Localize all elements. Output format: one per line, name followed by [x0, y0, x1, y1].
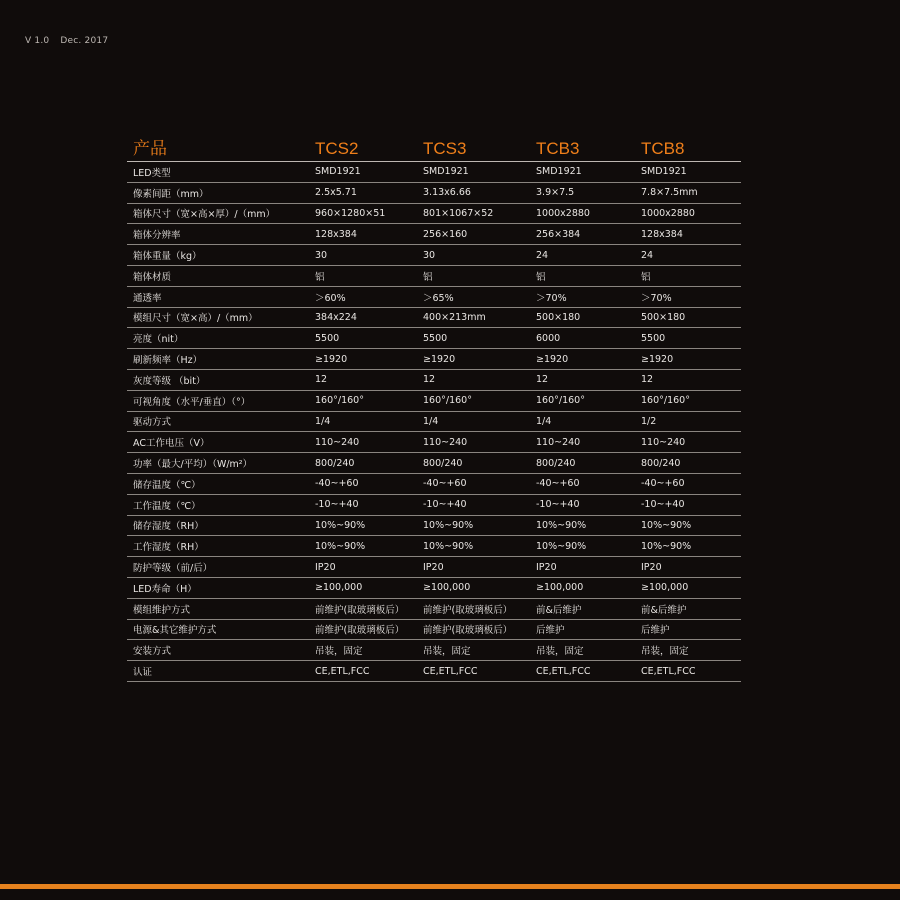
version-label: [25, 36, 108, 46]
spec-value-cell: 吊装，固定: [635, 640, 741, 661]
spec-value-cell: ＞65%: [417, 286, 530, 307]
spec-label-cell: 箱体尺寸（宽×高×厚）/（mm）: [127, 203, 309, 224]
spec-label-cell: 通透率: [127, 286, 309, 307]
spec-value-cell: CE,ETL,FCC: [309, 661, 417, 682]
spec-value-cell: SMD1921: [635, 162, 741, 183]
spec-value-cell: 24: [530, 245, 635, 266]
spec-table: [127, 134, 741, 682]
spec-value-cell: 铝: [530, 265, 635, 286]
table-row: [127, 369, 741, 390]
column-header-model: TCB3: [530, 134, 635, 162]
spec-value-cell: 110~240: [417, 432, 530, 453]
spec-value-cell: 后维护: [530, 619, 635, 640]
spec-value-cell: 30: [309, 245, 417, 266]
column-header-model: TCB8: [635, 134, 741, 162]
spec-value-cell: 800/240: [635, 453, 741, 474]
spec-value-cell: -40~+60: [309, 473, 417, 494]
spec-value-cell: 3.13x6.66: [417, 182, 530, 203]
spec-value-cell: 1/4: [530, 411, 635, 432]
spec-value-cell: 7.8×7.5mm: [635, 182, 741, 203]
spec-value-cell: 12: [309, 369, 417, 390]
spec-value-cell: 256×384: [530, 224, 635, 245]
version-number: V 1.0: [25, 36, 50, 46]
column-header-model: TCS3: [417, 134, 530, 162]
spec-label-cell: 驱动方式: [127, 411, 309, 432]
spec-value-cell: 前&后维护: [635, 598, 741, 619]
table-row: [127, 432, 741, 453]
table-row: [127, 515, 741, 536]
spec-value-cell: 前维护(取玻璃板后）: [309, 619, 417, 640]
column-header-product: 产品: [127, 134, 309, 162]
table-header-row: [127, 134, 741, 162]
table-row: [127, 453, 741, 474]
spec-value-cell: 128x384: [309, 224, 417, 245]
table-row: [127, 162, 741, 183]
spec-label-cell: 灰度等级 （bit）: [127, 369, 309, 390]
table-row: [127, 661, 741, 682]
spec-value-cell: ＞70%: [530, 286, 635, 307]
spec-label-cell: AC工作电压（V）: [127, 432, 309, 453]
spec-label-cell: 储存温度（℃）: [127, 473, 309, 494]
table-row: [127, 411, 741, 432]
spec-value-cell: IP20: [417, 557, 530, 578]
spec-value-cell: -10~+40: [417, 494, 530, 515]
spec-value-cell: 10%~90%: [417, 536, 530, 557]
spec-value-cell: 1/2: [635, 411, 741, 432]
spec-value-cell: 10%~90%: [530, 515, 635, 536]
spec-value-cell: 160°/160°: [635, 390, 741, 411]
spec-value-cell: 30: [417, 245, 530, 266]
spec-value-cell: SMD1921: [309, 162, 417, 183]
table-row: [127, 577, 741, 598]
table-row: [127, 224, 741, 245]
spec-value-cell: IP20: [309, 557, 417, 578]
spec-label-cell: 像素间距（mm）: [127, 182, 309, 203]
bottom-accent-bar: [0, 884, 900, 889]
spec-label-cell: LED寿命（H）: [127, 577, 309, 598]
spec-value-cell: ≥1920: [309, 349, 417, 370]
spec-value-cell: 160°/160°: [417, 390, 530, 411]
spec-value-cell: ≥1920: [530, 349, 635, 370]
spec-value-cell: CE,ETL,FCC: [635, 661, 741, 682]
table-row: [127, 557, 741, 578]
spec-label-cell: 可视角度（水平/垂直）（°）: [127, 390, 309, 411]
spec-value-cell: -10~+40: [635, 494, 741, 515]
table-row: [127, 328, 741, 349]
spec-value-cell: ≥1920: [635, 349, 741, 370]
table-row: [127, 245, 741, 266]
spec-value-cell: CE,ETL,FCC: [417, 661, 530, 682]
spec-value-cell: 前维护(取玻璃板后）: [417, 619, 530, 640]
spec-value-cell: 801×1067×52: [417, 203, 530, 224]
version-date: Dec. 2017: [60, 36, 109, 46]
table-row: [127, 598, 741, 619]
spec-value-cell: -40~+60: [530, 473, 635, 494]
spec-value-cell: 铝: [417, 265, 530, 286]
spec-label-cell: LED类型: [127, 162, 309, 183]
spec-value-cell: 160°/160°: [530, 390, 635, 411]
spec-label-cell: 箱体材质: [127, 265, 309, 286]
spec-label-cell: 亮度（nit）: [127, 328, 309, 349]
table-row: [127, 265, 741, 286]
spec-label-cell: 安装方式: [127, 640, 309, 661]
spec-value-cell: 110~240: [309, 432, 417, 453]
spec-value-cell: 960×1280×51: [309, 203, 417, 224]
spec-value-cell: -40~+60: [635, 473, 741, 494]
spec-value-cell: 24: [635, 245, 741, 266]
spec-value-cell: 800/240: [309, 453, 417, 474]
spec-value-cell: 160°/160°: [309, 390, 417, 411]
spec-value-cell: 铝: [635, 265, 741, 286]
spec-value-cell: -10~+40: [309, 494, 417, 515]
spec-value-cell: SMD1921: [417, 162, 530, 183]
spec-value-cell: ≥1920: [417, 349, 530, 370]
spec-label-cell: 箱体分辨率: [127, 224, 309, 245]
table-row: [127, 619, 741, 640]
spec-value-cell: 1000x2880: [635, 203, 741, 224]
spec-value-cell: ＞70%: [635, 286, 741, 307]
spec-value-cell: 5500: [309, 328, 417, 349]
spec-label-cell: 箱体重量（kg）: [127, 245, 309, 266]
spec-value-cell: 铝: [309, 265, 417, 286]
table-row: [127, 182, 741, 203]
spec-value-cell: 1000x2880: [530, 203, 635, 224]
table-row: [127, 286, 741, 307]
spec-value-cell: ≥100,000: [635, 577, 741, 598]
table-row: [127, 390, 741, 411]
spec-value-cell: 前维护(取玻璃板后）: [309, 598, 417, 619]
spec-value-cell: 500×180: [635, 307, 741, 328]
spec-label-cell: 电源&其它维护方式: [127, 619, 309, 640]
spec-label-cell: 刷新频率（Hz）: [127, 349, 309, 370]
spec-value-cell: 800/240: [530, 453, 635, 474]
spec-value-cell: -40~+60: [417, 473, 530, 494]
spec-value-cell: 吊装，固定: [417, 640, 530, 661]
spec-value-cell: 10%~90%: [417, 515, 530, 536]
spec-label-cell: 功率（最大/平均）（W/m²）: [127, 453, 309, 474]
spec-value-cell: 256×160: [417, 224, 530, 245]
spec-value-cell: 10%~90%: [635, 515, 741, 536]
spec-label-cell: 储存湿度（RH）: [127, 515, 309, 536]
spec-value-cell: 12: [530, 369, 635, 390]
spec-value-cell: ≥100,000: [530, 577, 635, 598]
spec-value-cell: 后维护: [635, 619, 741, 640]
spec-value-cell: 128x384: [635, 224, 741, 245]
spec-value-cell: 500×180: [530, 307, 635, 328]
spec-label-cell: 模组维护方式: [127, 598, 309, 619]
spec-value-cell: 400×213mm: [417, 307, 530, 328]
spec-value-cell: 6000: [530, 328, 635, 349]
spec-value-cell: 10%~90%: [530, 536, 635, 557]
spec-value-cell: IP20: [530, 557, 635, 578]
spec-value-cell: 前维护(取玻璃板后）: [417, 598, 530, 619]
spec-value-cell: 吊装，固定: [309, 640, 417, 661]
spec-value-cell: 12: [417, 369, 530, 390]
spec-label-cell: 认证: [127, 661, 309, 682]
table-row: [127, 473, 741, 494]
spec-label-cell: 工作湿度（RH）: [127, 536, 309, 557]
spec-value-cell: CE,ETL,FCC: [530, 661, 635, 682]
spec-value-cell: ≥100,000: [417, 577, 530, 598]
spec-value-cell: 前&后维护: [530, 598, 635, 619]
spec-value-cell: 吊装，固定: [530, 640, 635, 661]
spec-value-cell: 1/4: [309, 411, 417, 432]
table-row: [127, 203, 741, 224]
spec-value-cell: 10%~90%: [309, 515, 417, 536]
spec-value-cell: 5500: [635, 328, 741, 349]
spec-value-cell: 1/4: [417, 411, 530, 432]
spec-value-cell: SMD1921: [530, 162, 635, 183]
spec-label-cell: 防护等级（前/后）: [127, 557, 309, 578]
spec-value-cell: 3.9×7.5: [530, 182, 635, 203]
table-row: [127, 640, 741, 661]
table-row: [127, 494, 741, 515]
spec-value-cell: 110~240: [635, 432, 741, 453]
spec-value-cell: 10%~90%: [635, 536, 741, 557]
spec-value-cell: ≥100,000: [309, 577, 417, 598]
spec-value-cell: 800/240: [417, 453, 530, 474]
spec-value-cell: 110~240: [530, 432, 635, 453]
spec-value-cell: 2.5x5.71: [309, 182, 417, 203]
spec-value-cell: 12: [635, 369, 741, 390]
spec-value-cell: ＞60%: [309, 286, 417, 307]
table-row: [127, 307, 741, 328]
spec-value-cell: IP20: [635, 557, 741, 578]
spec-label-cell: 模组尺寸（宽×高）/（mm）: [127, 307, 309, 328]
table-row: [127, 536, 741, 557]
spec-label-cell: 工作温度（℃）: [127, 494, 309, 515]
spec-value-cell: -10~+40: [530, 494, 635, 515]
table-row: [127, 349, 741, 370]
spec-value-cell: 384x224: [309, 307, 417, 328]
spec-value-cell: 5500: [417, 328, 530, 349]
spec-table-body: [127, 162, 741, 682]
spec-value-cell: 10%~90%: [309, 536, 417, 557]
column-header-model: TCS2: [309, 134, 417, 162]
